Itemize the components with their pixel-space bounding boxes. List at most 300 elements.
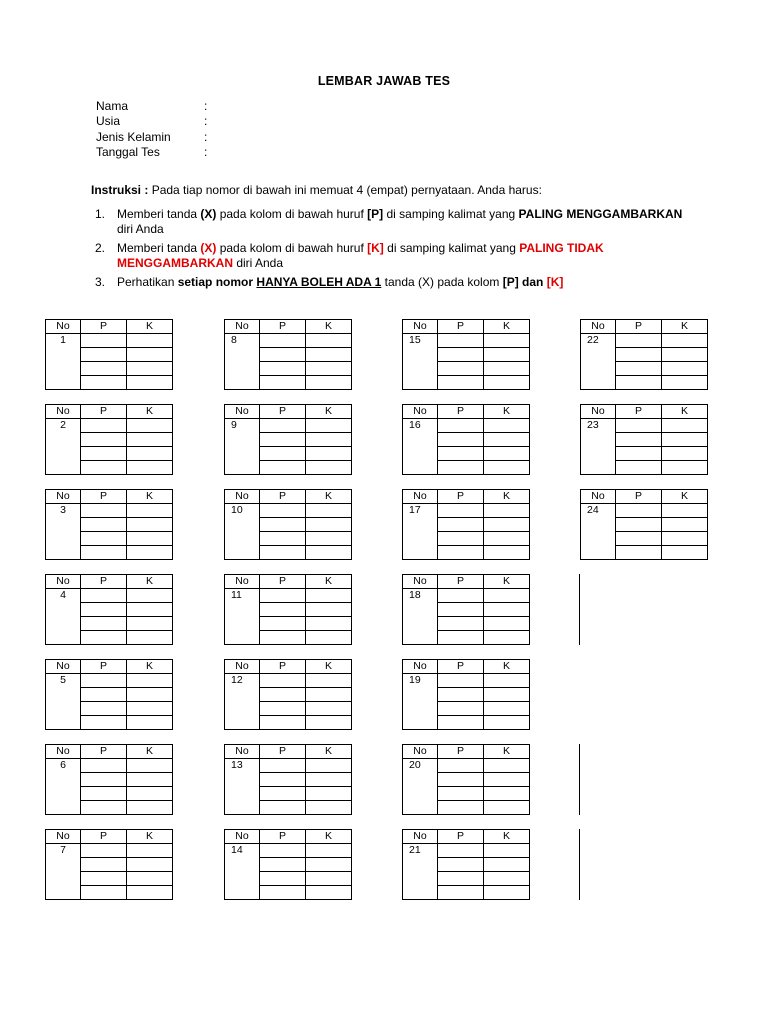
- identity-separator: :: [204, 114, 208, 129]
- answer-cell-k[interactable]: [484, 433, 530, 447]
- answer-cell-k[interactable]: [306, 617, 352, 631]
- answer-cell-k[interactable]: [306, 674, 352, 688]
- instruction-item-3: [91, 275, 691, 291]
- answer-table-header: [46, 490, 173, 504]
- answer-cell-p[interactable]: [260, 518, 306, 532]
- header-no: No: [46, 745, 81, 759]
- answer-cell-k[interactable]: [127, 674, 173, 688]
- answer-cell-p[interactable]: [81, 447, 127, 461]
- answer-cell-p[interactable]: [438, 787, 484, 801]
- answer-cell-k[interactable]: [127, 886, 173, 900]
- answer-cell-p[interactable]: [438, 801, 484, 815]
- answer-table: [45, 829, 173, 900]
- answer-cell-p[interactable]: [81, 787, 127, 801]
- answer-cell-k[interactable]: [484, 376, 530, 390]
- answer-cell-p[interactable]: [260, 419, 306, 433]
- answer-row: [581, 504, 708, 518]
- answer-cell-p[interactable]: [260, 334, 306, 348]
- answer-cell-p[interactable]: [616, 447, 662, 461]
- answer-cell-p[interactable]: [438, 518, 484, 532]
- answer-cell-p[interactable]: [260, 589, 306, 603]
- answer-table-header: [403, 490, 530, 504]
- answer-row: [46, 844, 173, 858]
- answer-cell-k[interactable]: [662, 518, 708, 532]
- answer-cell-p[interactable]: [81, 872, 127, 886]
- answer-cell-p[interactable]: [81, 532, 127, 546]
- answer-cell-k[interactable]: [306, 447, 352, 461]
- instruction-emphasis: PALING TIDAK MENGGAMBARKAN: [117, 240, 604, 270]
- answer-cell-k[interactable]: [127, 702, 173, 716]
- question-number: 23: [581, 419, 616, 475]
- answer-cell-p[interactable]: [260, 872, 306, 886]
- answer-cell-k[interactable]: [484, 518, 530, 532]
- instructions-lead-text: Pada tiap nomor di bawah ini memuat 4 (empat) pernyataan. Anda harus:: [148, 183, 542, 197]
- question-number: 13: [225, 759, 260, 815]
- answer-table: [402, 829, 530, 900]
- answer-cell-k[interactable]: [306, 546, 352, 560]
- question-number: 2: [46, 419, 81, 475]
- answer-cell-k[interactable]: [127, 603, 173, 617]
- answer-cell-k[interactable]: [127, 376, 173, 390]
- answer-cell-k[interactable]: [484, 617, 530, 631]
- header-p: P: [438, 575, 484, 589]
- header-no: No: [581, 320, 616, 334]
- answer-table: [224, 574, 352, 645]
- answer-table: [45, 319, 173, 390]
- answer-cell-k[interactable]: [662, 362, 708, 376]
- answer-cell-k[interactable]: [484, 886, 530, 900]
- answer-cell-k[interactable]: [662, 504, 708, 518]
- answer-cell-p[interactable]: [81, 716, 127, 730]
- answer-row: [403, 589, 530, 603]
- answer-cell-p[interactable]: [260, 759, 306, 773]
- answer-cell-p[interactable]: [260, 858, 306, 872]
- answer-cell-p[interactable]: [438, 376, 484, 390]
- question-number: 17: [403, 504, 438, 560]
- answer-cell-k[interactable]: [484, 872, 530, 886]
- question-number: 15: [403, 334, 438, 390]
- answer-cell-p[interactable]: [260, 447, 306, 461]
- answer-cell-p[interactable]: [81, 886, 127, 900]
- header-p: P: [81, 575, 127, 589]
- instruction-text: dan: [518, 274, 547, 289]
- answer-cell-p[interactable]: [438, 461, 484, 475]
- answer-cell-k[interactable]: [306, 518, 352, 532]
- answer-cell-k[interactable]: [306, 603, 352, 617]
- answer-cell-k[interactable]: [662, 348, 708, 362]
- answer-table-header: [403, 320, 530, 334]
- answer-cell-p[interactable]: [438, 773, 484, 787]
- answer-cell-p[interactable]: [81, 617, 127, 631]
- answer-cell-p[interactable]: [438, 532, 484, 546]
- question-number: 11: [225, 589, 260, 645]
- answer-table-header: [581, 490, 708, 504]
- identity-section: [96, 99, 207, 160]
- instruction-text: Memberi tanda: [117, 206, 201, 221]
- header-k: K: [484, 660, 530, 674]
- answer-cell-k[interactable]: [127, 858, 173, 872]
- answer-cell-k[interactable]: [484, 844, 530, 858]
- answer-cell-k[interactable]: [484, 773, 530, 787]
- answer-table: [45, 574, 173, 645]
- answer-cell-p[interactable]: [438, 362, 484, 376]
- answer-cell-k[interactable]: [127, 419, 173, 433]
- answer-cell-p[interactable]: [81, 504, 127, 518]
- answer-cell-p[interactable]: [438, 674, 484, 688]
- answer-row: [403, 334, 530, 348]
- answer-row: [225, 759, 352, 773]
- answer-cell-k[interactable]: [127, 617, 173, 631]
- answer-cell-p[interactable]: [438, 631, 484, 645]
- answer-cell-k[interactable]: [127, 872, 173, 886]
- header-no: No: [46, 490, 81, 504]
- question-number: 4: [46, 589, 81, 645]
- answer-table: [224, 404, 352, 475]
- answer-cell-p[interactable]: [260, 348, 306, 362]
- answer-cell-k[interactable]: [306, 504, 352, 518]
- answer-cell-k[interactable]: [127, 759, 173, 773]
- answer-cell-k[interactable]: [127, 433, 173, 447]
- answer-cell-k[interactable]: [484, 589, 530, 603]
- answer-cell-p[interactable]: [81, 801, 127, 815]
- instruction-mark: (X): [200, 240, 217, 255]
- answer-table-header: [225, 830, 352, 844]
- answer-cell-p[interactable]: [260, 702, 306, 716]
- answer-table-header: [581, 405, 708, 419]
- answer-row: [225, 674, 352, 688]
- answer-cell-p[interactable]: [438, 702, 484, 716]
- answer-cell-k[interactable]: [127, 546, 173, 560]
- instruction-emphasis: PALING MENGGAMBARKAN: [518, 206, 683, 221]
- answer-cell-p[interactable]: [616, 461, 662, 475]
- answer-cell-k[interactable]: [484, 674, 530, 688]
- answer-cell-p[interactable]: [260, 886, 306, 900]
- header-k: K: [662, 405, 708, 419]
- answer-cell-p[interactable]: [616, 376, 662, 390]
- answer-cell-p[interactable]: [81, 419, 127, 433]
- answer-cell-p[interactable]: [260, 787, 306, 801]
- header-k: K: [306, 745, 352, 759]
- header-p: P: [81, 660, 127, 674]
- answer-cell-k[interactable]: [484, 787, 530, 801]
- answer-cell-p[interactable]: [438, 759, 484, 773]
- answer-cell-k[interactable]: [306, 376, 352, 390]
- answer-cell-k[interactable]: [306, 787, 352, 801]
- answer-cell-k[interactable]: [662, 376, 708, 390]
- answer-cell-p[interactable]: [81, 334, 127, 348]
- answer-row: [46, 589, 173, 603]
- header-k: K: [484, 745, 530, 759]
- answer-cell-p[interactable]: [81, 688, 127, 702]
- answer-row: [46, 759, 173, 773]
- header-no: No: [46, 660, 81, 674]
- question-number: 22: [581, 334, 616, 390]
- answer-cell-p[interactable]: [81, 631, 127, 645]
- instructions-lead: [91, 183, 691, 199]
- header-no: No: [403, 405, 438, 419]
- answer-table-header: [225, 575, 352, 589]
- answer-cell-p[interactable]: [438, 348, 484, 362]
- answer-cell-k[interactable]: [127, 518, 173, 532]
- answer-cell-p[interactable]: [260, 461, 306, 475]
- answer-cell-p[interactable]: [616, 362, 662, 376]
- answer-cell-p[interactable]: [81, 376, 127, 390]
- answer-cell-p[interactable]: [438, 858, 484, 872]
- answer-cell-p[interactable]: [260, 532, 306, 546]
- answer-table-header: [403, 745, 530, 759]
- answer-cell-p[interactable]: [438, 688, 484, 702]
- answer-cell-k[interactable]: [484, 702, 530, 716]
- answer-cell-p[interactable]: [81, 589, 127, 603]
- header-k: K: [484, 320, 530, 334]
- answer-cell-k[interactable]: [484, 858, 530, 872]
- header-no: No: [46, 830, 81, 844]
- answer-cell-p[interactable]: [438, 603, 484, 617]
- answer-cell-k[interactable]: [484, 801, 530, 815]
- answer-cell-k[interactable]: [484, 688, 530, 702]
- answer-cell-p[interactable]: [438, 334, 484, 348]
- answer-cell-p[interactable]: [616, 419, 662, 433]
- answer-cell-p[interactable]: [81, 844, 127, 858]
- answer-cell-k[interactable]: [127, 773, 173, 787]
- header-p: P: [260, 660, 306, 674]
- answer-cell-p[interactable]: [260, 716, 306, 730]
- answer-cell-p[interactable]: [438, 504, 484, 518]
- answer-cell-k[interactable]: [484, 603, 530, 617]
- header-k: K: [127, 660, 173, 674]
- answer-cell-p[interactable]: [438, 589, 484, 603]
- answer-row: [225, 504, 352, 518]
- answer-cell-k[interactable]: [484, 631, 530, 645]
- header-no: No: [581, 405, 616, 419]
- answer-cell-k[interactable]: [484, 419, 530, 433]
- answer-cell-p[interactable]: [81, 773, 127, 787]
- answer-cell-k[interactable]: [662, 461, 708, 475]
- answer-cell-k[interactable]: [306, 872, 352, 886]
- answer-cell-p[interactable]: [260, 688, 306, 702]
- answer-cell-p[interactable]: [81, 518, 127, 532]
- answer-table: [224, 319, 352, 390]
- instruction-item-2: [91, 241, 691, 272]
- header-no: No: [225, 830, 260, 844]
- answer-cell-p[interactable]: [438, 419, 484, 433]
- answer-cell-p[interactable]: [81, 759, 127, 773]
- answer-cell-k[interactable]: [306, 886, 352, 900]
- question-number: 16: [403, 419, 438, 475]
- answer-cell-p[interactable]: [438, 546, 484, 560]
- answer-cell-k[interactable]: [306, 631, 352, 645]
- answer-cell-k[interactable]: [484, 759, 530, 773]
- answer-cell-k[interactable]: [484, 504, 530, 518]
- answer-cell-k[interactable]: [484, 546, 530, 560]
- answer-cell-p[interactable]: [260, 773, 306, 787]
- instruction-emphasis: setiap nomor: [177, 274, 254, 289]
- answer-table-header: [225, 745, 352, 759]
- answer-cell-k[interactable]: [127, 589, 173, 603]
- answer-table-header: [225, 490, 352, 504]
- answer-cell-k[interactable]: [127, 631, 173, 645]
- answer-cell-k[interactable]: [306, 801, 352, 815]
- answer-table: [402, 489, 530, 560]
- answer-cell-k[interactable]: [306, 334, 352, 348]
- header-k: K: [306, 575, 352, 589]
- answer-cell-k[interactable]: [662, 433, 708, 447]
- answer-cell-p[interactable]: [81, 674, 127, 688]
- answer-cell-p[interactable]: [260, 603, 306, 617]
- header-p: P: [81, 830, 127, 844]
- identity-label: Jenis Kelamin: [96, 129, 171, 144]
- header-p: P: [438, 830, 484, 844]
- instruction-column-p: [P]: [502, 274, 519, 289]
- answer-cell-p[interactable]: [260, 433, 306, 447]
- answer-cell-k[interactable]: [484, 348, 530, 362]
- answer-cell-k[interactable]: [306, 362, 352, 376]
- instructions: [91, 183, 691, 293]
- answer-cell-p[interactable]: [81, 433, 127, 447]
- answer-table-header: [46, 575, 173, 589]
- answer-cell-k[interactable]: [127, 532, 173, 546]
- answer-cell-k[interactable]: [306, 532, 352, 546]
- answer-cell-p[interactable]: [260, 504, 306, 518]
- question-number: 20: [403, 759, 438, 815]
- answer-cell-p[interactable]: [438, 872, 484, 886]
- answer-cell-k[interactable]: [306, 688, 352, 702]
- answer-cell-p[interactable]: [616, 348, 662, 362]
- instruction-column-p: [P]: [367, 206, 384, 221]
- identity-row-name: [96, 99, 207, 114]
- answer-cell-k[interactable]: [662, 532, 708, 546]
- answer-cell-p[interactable]: [438, 844, 484, 858]
- answer-cell-k[interactable]: [306, 716, 352, 730]
- header-no: No: [225, 490, 260, 504]
- answer-cell-p[interactable]: [616, 532, 662, 546]
- answer-cell-k[interactable]: [306, 844, 352, 858]
- answer-cell-k[interactable]: [662, 546, 708, 560]
- answer-row: [46, 674, 173, 688]
- answer-table: [45, 489, 173, 560]
- instruction-text: Perhatikan: [117, 274, 178, 289]
- answer-cell-p[interactable]: [260, 631, 306, 645]
- answer-cell-p[interactable]: [81, 603, 127, 617]
- answer-table: [402, 744, 530, 815]
- answer-cell-k[interactable]: [127, 716, 173, 730]
- answer-cell-k[interactable]: [306, 419, 352, 433]
- answer-cell-k[interactable]: [127, 801, 173, 815]
- question-number: 1: [46, 334, 81, 390]
- answer-cell-k[interactable]: [484, 532, 530, 546]
- header-no: No: [46, 575, 81, 589]
- answer-cell-k[interactable]: [306, 858, 352, 872]
- answer-table: [45, 404, 173, 475]
- answer-table-header: [46, 320, 173, 334]
- header-no: No: [225, 405, 260, 419]
- answer-cell-k[interactable]: [662, 334, 708, 348]
- header-p: P: [438, 405, 484, 419]
- answer-cell-p[interactable]: [616, 433, 662, 447]
- answer-cell-k[interactable]: [127, 688, 173, 702]
- answer-cell-k[interactable]: [127, 461, 173, 475]
- answer-cell-k[interactable]: [306, 589, 352, 603]
- answer-cell-k[interactable]: [127, 844, 173, 858]
- answer-cell-p[interactable]: [81, 461, 127, 475]
- answer-cell-p[interactable]: [438, 716, 484, 730]
- answer-cell-p[interactable]: [81, 702, 127, 716]
- answer-cell-k[interactable]: [127, 447, 173, 461]
- header-no: No: [46, 320, 81, 334]
- answer-table-header: [225, 405, 352, 419]
- answer-cell-p[interactable]: [438, 447, 484, 461]
- header-no: No: [225, 660, 260, 674]
- answer-cell-k[interactable]: [306, 348, 352, 362]
- answer-cell-k[interactable]: [127, 787, 173, 801]
- answer-cell-k[interactable]: [662, 419, 708, 433]
- divider-line: [579, 574, 580, 645]
- answer-cell-k[interactable]: [306, 773, 352, 787]
- answer-cell-k[interactable]: [484, 447, 530, 461]
- instruction-text: di samping kalimat yang: [383, 240, 520, 255]
- answer-cell-k[interactable]: [306, 461, 352, 475]
- answer-cell-p[interactable]: [616, 546, 662, 560]
- answer-cell-k[interactable]: [484, 334, 530, 348]
- answer-cell-k[interactable]: [127, 362, 173, 376]
- header-no: No: [225, 575, 260, 589]
- answer-table-header: [46, 660, 173, 674]
- answer-row: [581, 334, 708, 348]
- answer-cell-k[interactable]: [127, 334, 173, 348]
- question-number: 8: [225, 334, 260, 390]
- question-number: 3: [46, 504, 81, 560]
- answer-table-header: [225, 660, 352, 674]
- answer-cell-k[interactable]: [306, 702, 352, 716]
- answer-cell-p[interactable]: [616, 504, 662, 518]
- answer-cell-p[interactable]: [260, 362, 306, 376]
- answer-cell-p[interactable]: [81, 348, 127, 362]
- answer-cell-p[interactable]: [260, 617, 306, 631]
- header-no: No: [403, 660, 438, 674]
- answer-cell-k[interactable]: [127, 504, 173, 518]
- answer-cell-p[interactable]: [438, 886, 484, 900]
- answer-cell-k[interactable]: [484, 716, 530, 730]
- answer-cell-p[interactable]: [260, 376, 306, 390]
- answer-cell-p[interactable]: [81, 362, 127, 376]
- question-number: 14: [225, 844, 260, 900]
- question-number: 24: [581, 504, 616, 560]
- header-k: K: [306, 405, 352, 419]
- header-p: P: [616, 490, 662, 504]
- answer-cell-p[interactable]: [438, 433, 484, 447]
- question-number: 18: [403, 589, 438, 645]
- answer-cell-k[interactable]: [306, 433, 352, 447]
- answer-cell-k[interactable]: [662, 447, 708, 461]
- answer-cell-k[interactable]: [306, 759, 352, 773]
- answer-cell-p[interactable]: [81, 858, 127, 872]
- answer-cell-p[interactable]: [616, 334, 662, 348]
- answer-cell-p[interactable]: [260, 546, 306, 560]
- instruction-text: diri Anda: [233, 256, 284, 270]
- answer-cell-p[interactable]: [438, 617, 484, 631]
- answer-table-header: [403, 405, 530, 419]
- answer-cell-p[interactable]: [260, 801, 306, 815]
- answer-cell-p[interactable]: [260, 844, 306, 858]
- answer-table: [224, 659, 352, 730]
- answer-cell-k[interactable]: [127, 348, 173, 362]
- answer-cell-p[interactable]: [260, 674, 306, 688]
- answer-cell-p[interactable]: [81, 546, 127, 560]
- identity-label: Usia: [96, 114, 121, 129]
- answer-cell-k[interactable]: [484, 461, 530, 475]
- answer-cell-p[interactable]: [616, 518, 662, 532]
- answer-cell-k[interactable]: [484, 362, 530, 376]
